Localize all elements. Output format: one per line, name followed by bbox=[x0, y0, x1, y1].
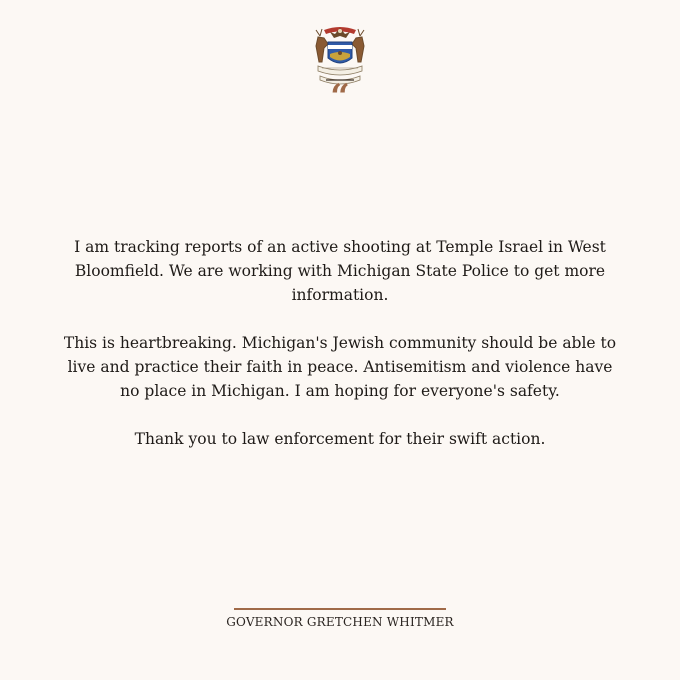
statement-paragraph-1: I am tracking reports of an active shooting at Temple Israel in West Bloomfield. We are working with Michigan State Police to get more information. bbox=[74, 238, 606, 304]
statement-paragraph-2: This is heartbreaking. Michigan's Jewish community should be able to live and practice their faith in peace. Antisemitism and violence have no place in Michigan. I am hoping for everyone's safety. bbox=[63, 334, 617, 400]
statement-paragraph-3: Thank you to law enforcement for their swift action. bbox=[134, 430, 546, 448]
statement-body bbox=[58, 235, 622, 475]
signature-name: GOVERNOR GRETCHEN WHITMER bbox=[226, 615, 454, 629]
signature-divider bbox=[234, 608, 446, 610]
quotation-mark-icon: “ bbox=[330, 77, 350, 117]
